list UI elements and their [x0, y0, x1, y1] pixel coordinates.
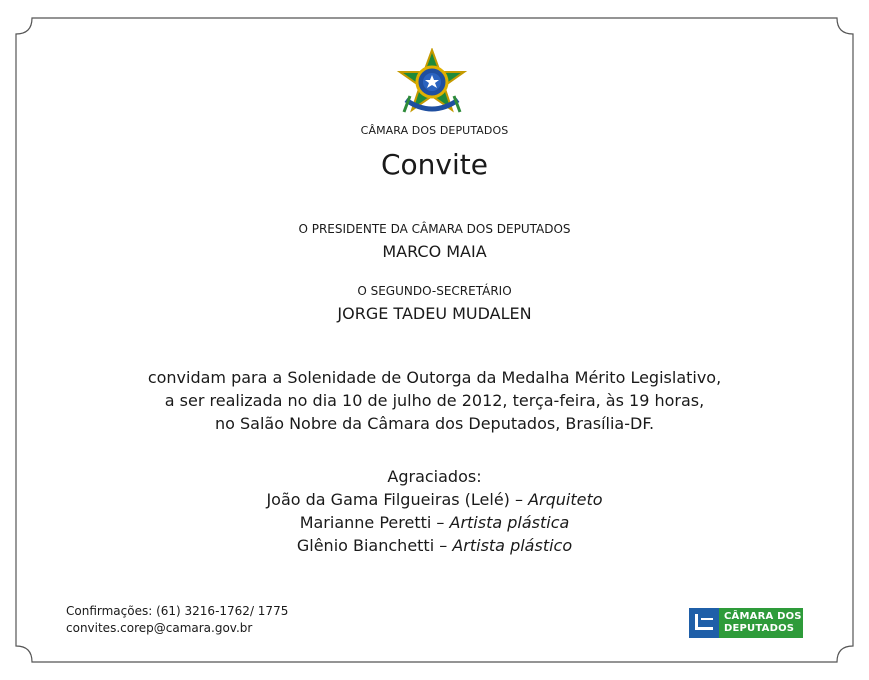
host-role-president: O PRESIDENTE DA CÂMARA DOS DEPUTADOS	[298, 222, 571, 236]
host-role-secretary: O SEGUNDO-SECRETÁRIO	[357, 284, 512, 298]
logo-text-line: DEPUTADOS	[724, 623, 795, 634]
coat-of-arms-icon	[396, 48, 468, 122]
logo-text-line: CÂMARA DOS	[724, 611, 802, 622]
awardee-item: João da Gama Filgueiras (Lelé) – Arquiteto	[266, 490, 603, 509]
awardee-item: Marianne Peretti – Artista plástica	[299, 513, 570, 532]
body-line: convidam para a Solenidade de Outorga da Medalha Mérito Legislativo,	[147, 368, 722, 387]
awardees-list	[0, 465, 869, 557]
confirmation-phone: Confirmações: (61) 3216-1762/ 1775	[66, 604, 289, 618]
chamber-name: CÂMARA DOS DEPUTADOS	[360, 124, 509, 137]
invitation-body	[0, 366, 869, 435]
chamber-logo	[689, 608, 803, 638]
awardee-item: Glênio Bianchetti – Artista plástico	[296, 536, 573, 555]
body-line: a ser realizada no dia 10 de julho de 2012, terça-feira, às 19 horas,	[164, 391, 705, 410]
body-line: no Salão Nobre da Câmara dos Deputados, Brasília-DF.	[214, 414, 655, 433]
invitation-title: Convite	[381, 148, 488, 181]
host-name-secretary: JORGE TADEU MUDALEN	[337, 304, 532, 323]
chamber-logo-icon	[689, 608, 719, 638]
contact-info	[66, 603, 288, 637]
awardees-heading: Agraciados:	[387, 467, 482, 486]
host-name-president: MARCO MAIA	[382, 242, 487, 261]
confirmation-email[interactable]: convites.corep@camara.gov.br	[66, 621, 253, 635]
